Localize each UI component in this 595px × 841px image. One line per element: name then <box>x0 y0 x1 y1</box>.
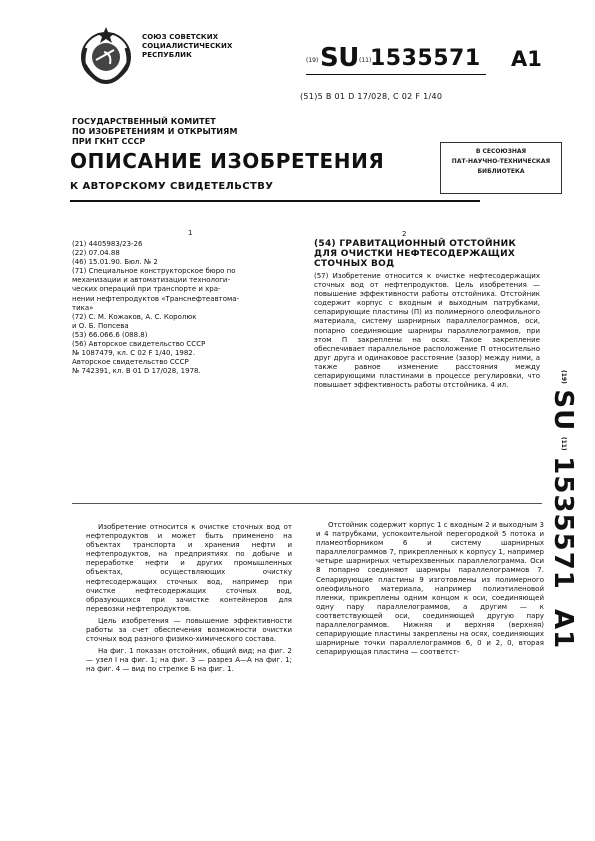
section-separator <box>72 503 542 504</box>
bibliographic-data: (21) 4405983/23-26 (22) 07.04.88 (46) 15.01.90. Бюл. № 2 (71) Специальное конструкторское бюро по механизации и автоматизации технологи- ческих операций при транспорте и хра- нении нефтепродуктов «Транснефтеавтома- тика» (72) С. М. Кожаков, А. С. Королюк и О. Б. Попсева (53) 66.066.6 (088.8) (56) Авторское свидетельство СССР № 1087479, кл. C 02 F 1/40, 1982. Авторское свидетельство СССР № 742391, кл. B 01 D 17/028, 1978. <box>72 240 240 376</box>
column-number-left: 1 <box>188 229 193 237</box>
invention-title: (54) ГРАВИТАЦИОННЫЙ ОТСТОЙНИК ДЛЯ ОЧИСТКИ НЕФТЕСОДЕРЖАЩИХ СТОЧНЫХ ВОД <box>314 239 517 269</box>
kind-code: A1 <box>511 47 542 71</box>
description-right-column: Отстойник содержит корпус 1 с входным 2 и выходным 3 и 4 патрубками, успокоительной перегородкой 5 потока и пламеотборником 6 и систему шарнирных параллелограммов 7, прикрепленных к корпусу 1, например четыре шарнирных четырехзвенных параллелограмма. Оси 8 попарно соединяют шарниры параллелограммов 7. Сепарирующие пластины 9 изготовлены из полимерного олеофильного материала, например полиэтиленовой пленки, прикреплены одним концом к оси, соединяющей одну пару параллелограммов, а другим — к соответствующей оси, соединяющей другую пару параллелограммов. Нижняя и верхняя (верхняя) сепарирующие пластины закреплены на осях, соединяющих шарнирные точки параллелограммов 6, 0 и 2, 0, вторая сепарирующая пластина — соответст- <box>316 521 544 657</box>
prefix-19: (19) <box>306 57 319 64</box>
document-subtitle: К АВТОРСКОМУ СВИДЕТЕЛЬСТВУ <box>70 181 274 192</box>
org-name: СОЮЗ СОВЕТСКИХ СОЦИАЛИСТИЧЕСКИХ РЕСПУБЛИК <box>142 33 233 59</box>
number-underline <box>306 74 486 75</box>
abstract: (57) Изобретение относится к очистке нефтесодержащих сточных вод от нефтепродуктов. Цель изобретения — повышение эффективности работы отстойника. Отстойник содержит корпус с входным и выходным патрубками, сепарирующие пластины (П) из полимерного олеофильного материала, систему шарнирных параллелограммов, оси, попарно соединяющие шарниры параллелограммов, при этом П закреплены на осях. Такое закрепление обеспечивает параллельное расположение П относительно друг друга и одинаковое расстояние (зазор) между ними, а также равное изменение расстояния между сепарирующими пластинами в процессе регулировки, что повышает эффективность работы отстойника. 4 ил. <box>314 272 540 390</box>
ipc-classification: (51)5 B 01 D 17/028, C 02 F 1/40 <box>300 92 443 101</box>
title-underline <box>70 200 480 202</box>
prefix-11: (11) <box>359 57 372 64</box>
committee-name: ГОСУДАРСТВЕННЫЙ КОМИТЕТ ПО ИЗОБРЕТЕНИЯМ И ОТКРЫТИЯМ ПРИ ГКНТ СССР <box>72 117 238 146</box>
vertical-patent-number: (19) SU (11) 1535571 A1 <box>548 370 578 650</box>
patent-number: 1535571 <box>370 46 481 71</box>
library-stamp: В СЕСОЮЗНАЯ ПАТ-НАУЧНО-ТЕХНИЧЕСКАЯ БИБЛИОТЕКА <box>440 142 562 194</box>
column-number-right: 2 <box>402 230 407 238</box>
ussr-emblem <box>74 24 138 88</box>
country-code: SU <box>320 43 359 73</box>
description-left-column: Изобретение относится к очистке сточных вод от нефтепродуктов и может быть применено на объектах транспорта и хранения нефти и нефтепродуктов, на предприятиях по добыче и переработке нефти и других промышленных объектах, осуществляющих очистку нефтесодержащих сточных вод, например при очистке нефтесодержащих сточных вод, образующихся при зачистке контейнеров для перевозки нефтепродуктов. Цель изобретения — повышение эффективности работы за счет обеспечения возможности очистки сточных вод разного физико-химического состава. На фиг. 1 показан отстойник, общий вид; на фиг. 2 — узел I на фиг. 1; на фиг. 3 — разрез А—А на фиг. 1; на фиг. 4 — вид по стрелке Б на фиг. 1. <box>86 523 292 674</box>
document-title: ОПИСАНИЕ ИЗОБРЕТЕНИЯ <box>70 149 385 173</box>
